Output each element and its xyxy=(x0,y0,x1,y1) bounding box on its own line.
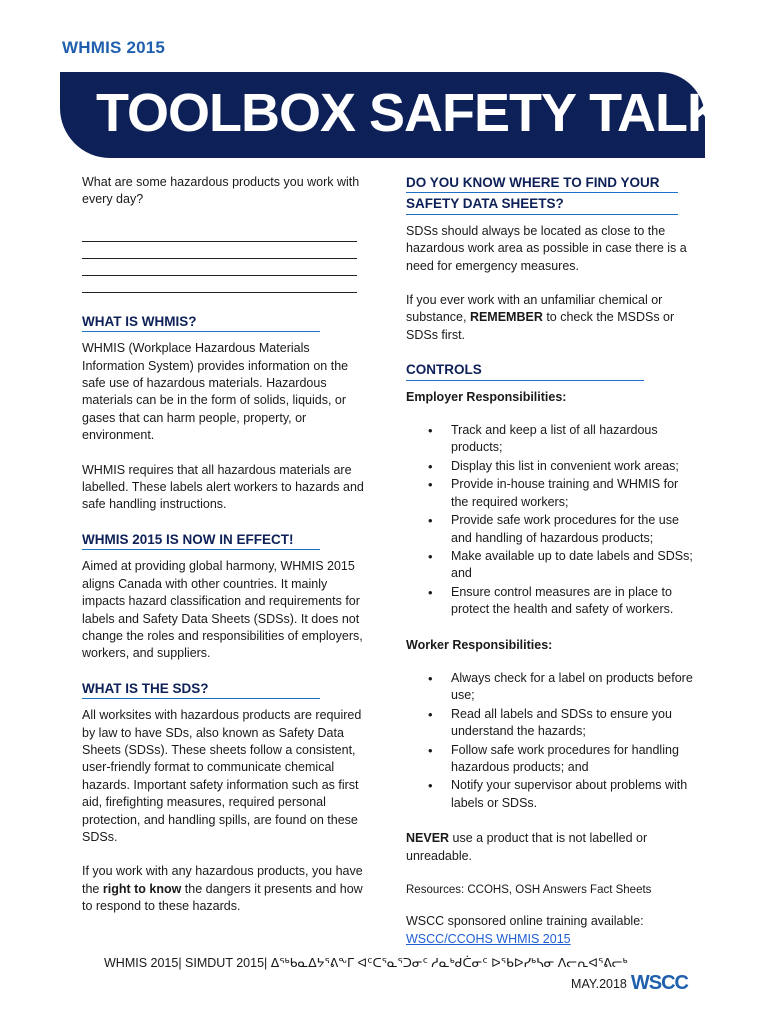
answer-line xyxy=(82,242,357,259)
in-effect-paragraph: Aimed at providing global harmony, WHMIS 2015 aligns Canada with other countries. It mainly impacts hazard classification and requirements for labels and Safety Data Sheets (SDSs). It does not change the roles and responsibilities of employers, workers, and suppliers. xyxy=(82,559,363,661)
training-link[interactable]: WSCC/CCOHS WHMIS 2015 xyxy=(406,931,571,946)
find-sds-paragraph-2 xyxy=(406,292,696,344)
employer-responsibilities-list xyxy=(406,422,696,618)
banner-title: TOOLBOX SAFETY TALK xyxy=(96,83,726,143)
right-to-know-text-after: the dangers it presents and how to respond to these hazards. xyxy=(82,881,363,914)
document-series-label: WHMIS 2015 xyxy=(62,38,166,57)
title-banner xyxy=(60,72,726,158)
footer-date: MAY.2018 xyxy=(571,976,627,991)
right-to-know-bold: right to know xyxy=(102,881,182,896)
list-item: • Notify your supervisor about problems with labels or SDSs. xyxy=(406,777,696,812)
footer-title-line: WHMIS 2015| SIMDUT 2015| ᐃᖅᑲᓇᐃᔭᕐᕕᖕᒥ ᐊᑦᑕᕐᓇᕐᑐᓂᑦ ᓱᓇᒃᑯᑖᓂᑦ ᐅᖃᐅᓯᒃᓴᓂ ᐱᓕᕆᐊᕐᕕᓕᒃ xyxy=(104,956,628,970)
section-heading-in-effect: WHMIS 2015 IS NOW IN EFFECT! xyxy=(82,531,320,550)
employer-responsibilities-heading: Employer Responsibilities: xyxy=(406,389,567,404)
list-item: • Read all labels and SDSs to ensure you understand the hazards; xyxy=(406,706,696,741)
list-item: • Ensure control measures are in place to protect the health and safety of workers. xyxy=(406,584,696,619)
section-heading-find-sds-line-1: DO YOU KNOW WHERE TO FIND YOUR xyxy=(406,174,678,193)
what-is-sds-paragraph-1: All worksites with hazardous products are required by law to have SDs, also known as Safety Data Sheets (SDSs). These sheets follow a consistent, user-friendly format to communicate chemical hazards. Important safety information such as first aid, firefighting measures, required personal protection, and handling spills, are found on these SDSs. xyxy=(82,708,362,844)
right-to-know-text-before: If you work with any hazardous products, you have the xyxy=(82,864,363,896)
find-sds-paragraph-1: SDSs should always be located as close to the hazardous work area as possible in case there is a need for emergency measures. xyxy=(406,223,687,273)
what-is-whmis-paragraph-1: WHMIS (Workplace Hazardous Materials Information System) provides information on the safe use of hazardous materials. Hazardous materials can be in the form of solids, liquids, or gases that can harm people, property, or environment. xyxy=(82,341,349,443)
left-column xyxy=(82,174,367,916)
answer-lines xyxy=(82,225,367,293)
list-item: • Provide in-house training and WHMIS for the required workers; xyxy=(406,476,696,511)
answer-line xyxy=(82,225,357,242)
section-heading-controls: CONTROLS xyxy=(406,361,644,380)
remember-text-before: If you ever work with an unfamiliar chemical or substance, xyxy=(406,293,663,325)
section-heading-what-is-sds: WHAT IS THE SDS? xyxy=(82,680,320,699)
training-text: WSCC sponsored online training available: xyxy=(406,914,644,929)
section-heading-what-is-whmis: WHAT IS WHMIS? xyxy=(82,313,320,332)
never-statement xyxy=(406,830,696,865)
wscc-logo: WSCC xyxy=(630,972,688,994)
worker-responsibilities-heading: Worker Responsibilities: xyxy=(406,637,553,652)
list-item: • Track and keep a list of all hazardous products; xyxy=(406,422,696,457)
what-is-whmis-paragraph-2: WHMIS requires that all hazardous materials are labelled. These labels alert workers to hazards and safe handling instructions. xyxy=(82,462,364,512)
never-bold: NEVER xyxy=(406,831,450,846)
never-rest: use a product that is not labelled or unreadable. xyxy=(406,831,648,863)
section-heading-find-sds-line-2: SAFETY DATA SHEETS? xyxy=(406,195,678,214)
footer-date-logo xyxy=(571,972,688,995)
list-item: • Display this list in convenient work areas; xyxy=(406,458,696,475)
list-item: • Always check for a label on products before use; xyxy=(406,670,696,705)
right-column xyxy=(406,174,696,948)
worker-responsibilities-list xyxy=(406,670,696,812)
answer-line xyxy=(82,276,357,293)
list-item: • Provide safe work procedures for the use and handling of hazardous products; xyxy=(406,512,696,547)
intro-question: What are some hazardous products you work with every day? xyxy=(82,175,360,207)
resources-line: Resources: CCOHS, OSH Answers Fact Sheets xyxy=(406,884,652,896)
answer-line xyxy=(82,259,357,276)
what-is-sds-paragraph-2 xyxy=(82,863,367,915)
list-item: • Make available up to date labels and SDSs; and xyxy=(406,548,696,583)
remember-bold: REMEMBER xyxy=(469,310,543,325)
remember-text-after: to check the MSDSs or SDSs first. xyxy=(406,310,675,342)
list-item: • Follow safe work procedures for handling hazardous products; and xyxy=(406,742,696,777)
